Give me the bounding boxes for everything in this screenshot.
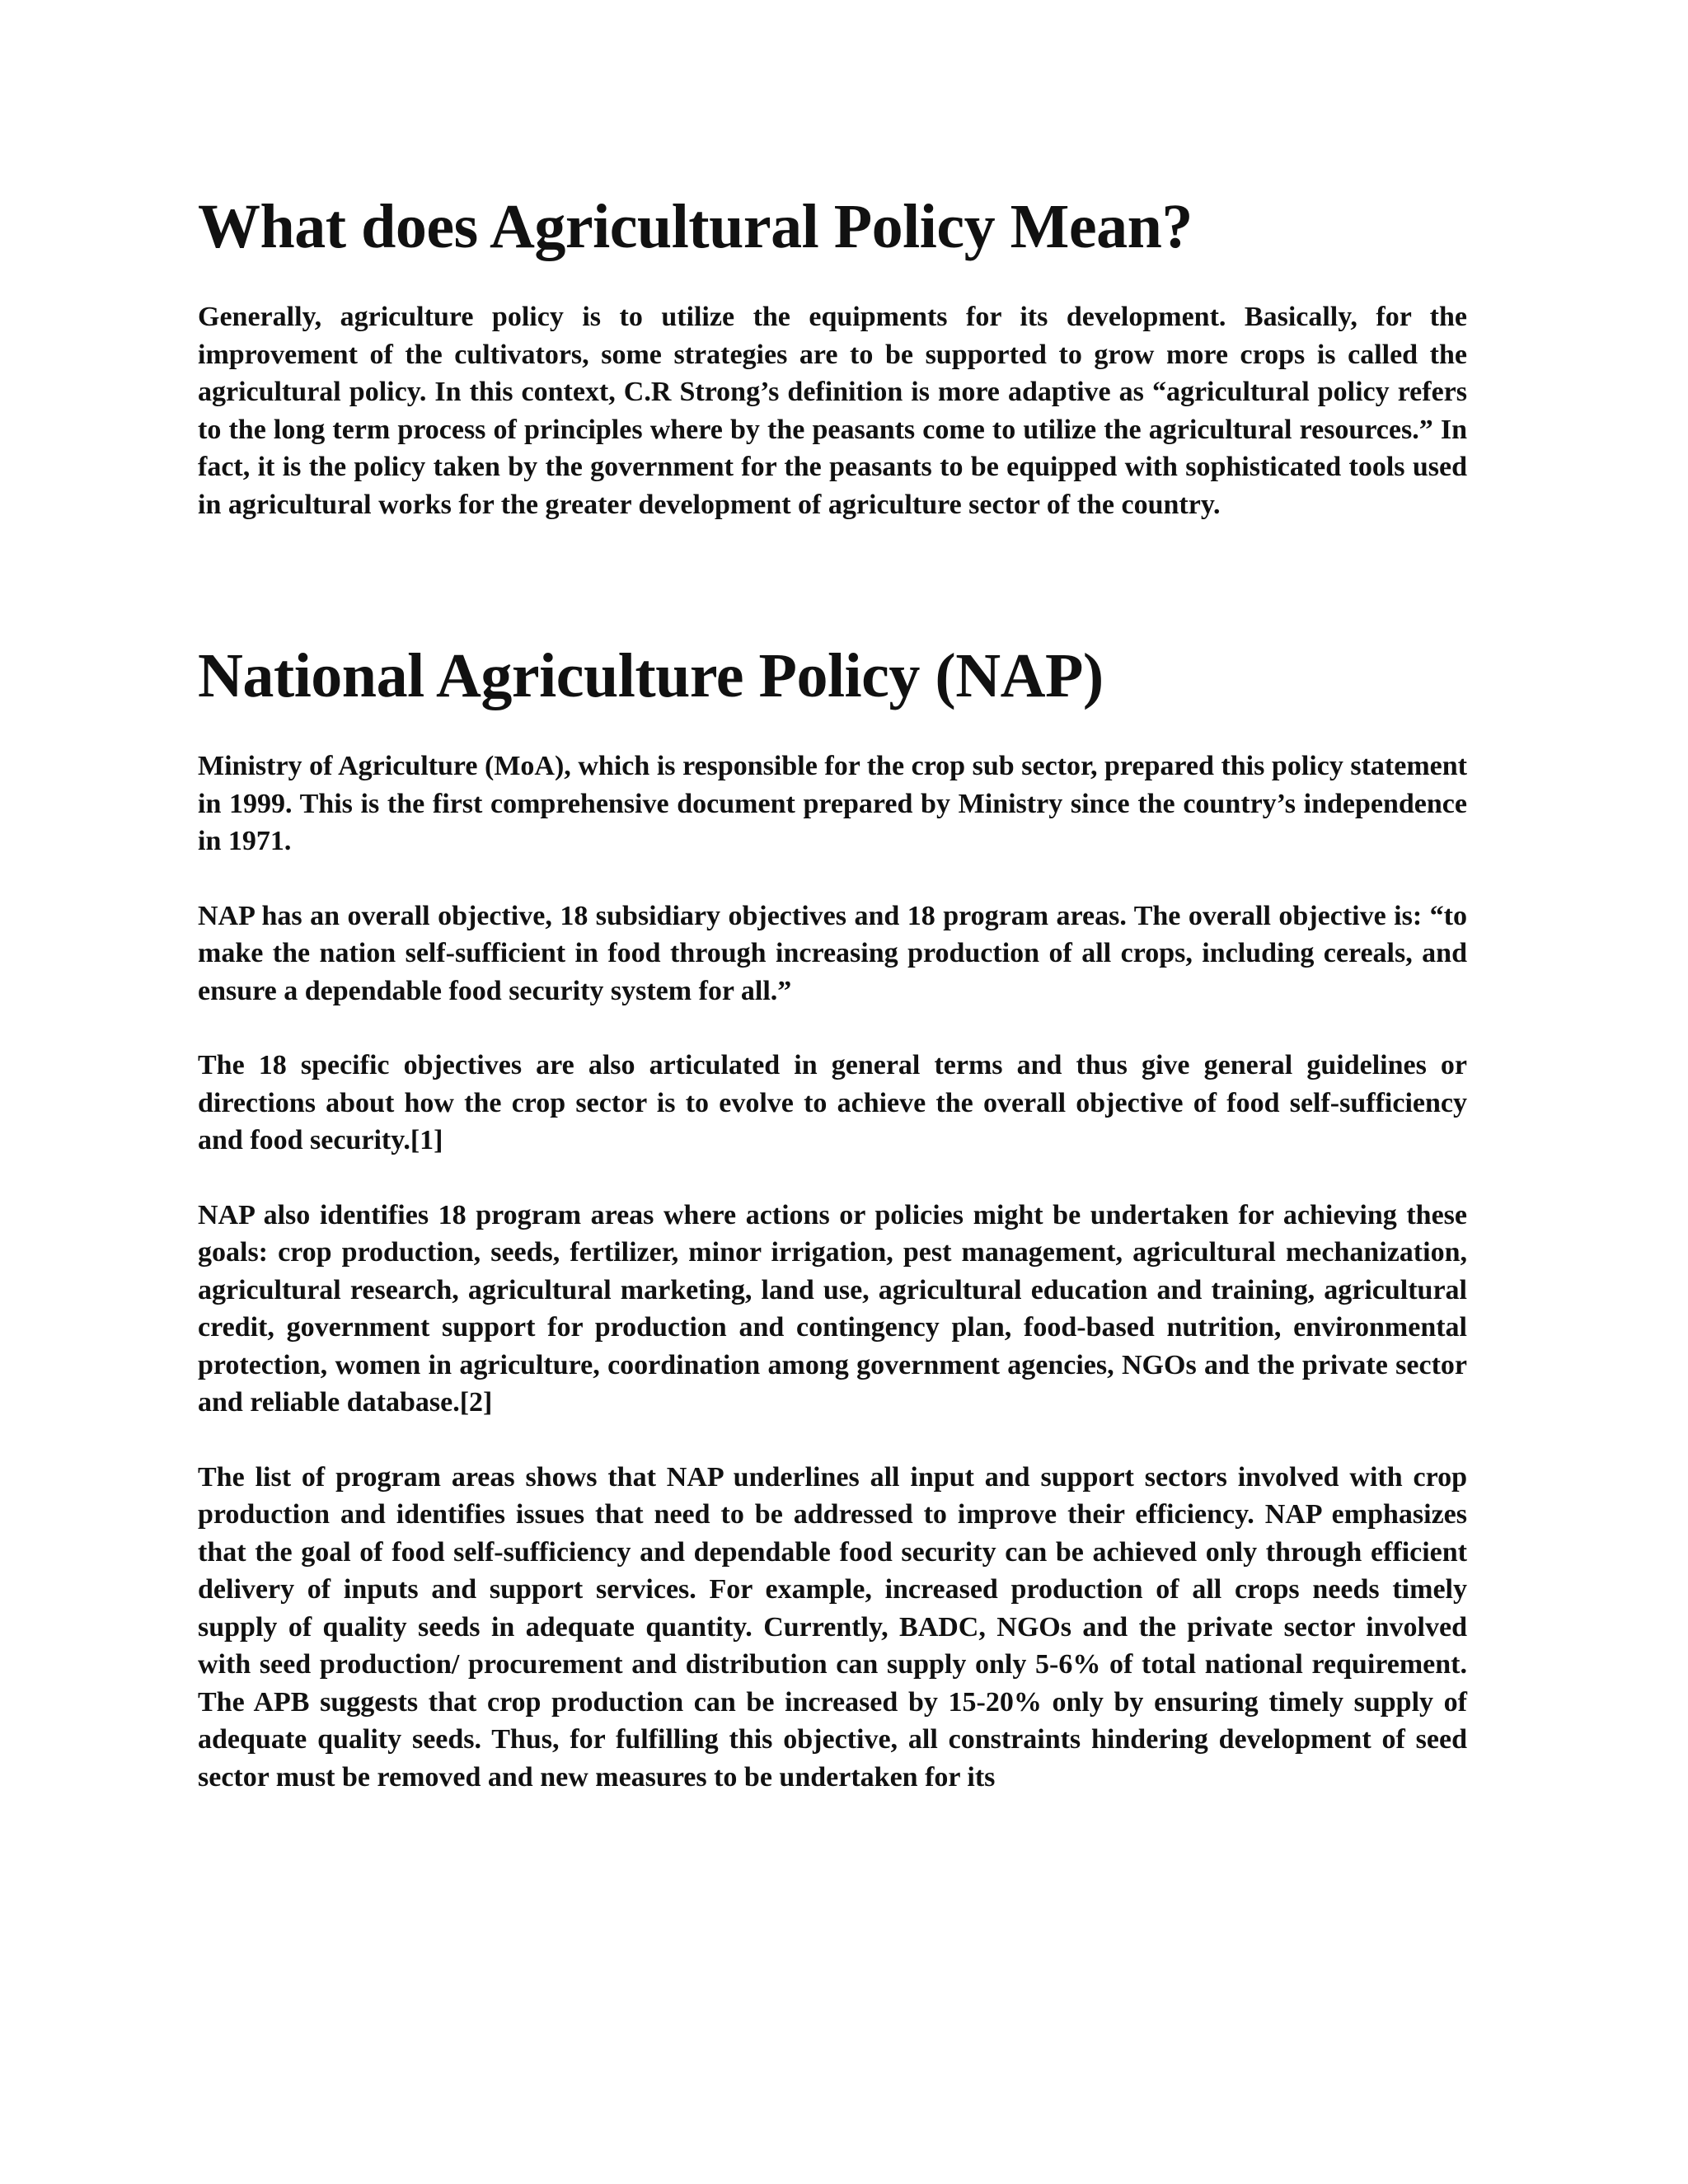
paragraph-moa: Ministry of Agriculture (MoA), which is responsible for the crop sub sector, prepared this policy statement in 1999. This is the first comprehensive document prepared by Ministry since the country’s independence in 1971. [198, 751, 1467, 856]
paragraph-specific-objectives: The 18 specific objectives are also articulated in general terms and thus give general guidelines or directions about how the crop sector is to evolve to achieve the overall objective of food self-sufficiency and food security.[1] [198, 1050, 1467, 1155]
paragraph-overall-objective: NAP has an overall objective, 18 subsidiary objectives and 18 program areas. The overall objective is: “to make the nation self-sufficient in food through increasing production of all crops, including cereals, and ensure a dependable food security system for all.” [198, 900, 1467, 1006]
paragraph-definition: Generally, agriculture policy is to utilize the equipments for its development. Basically, for the improvement of the cultivators, some strategies are to be supported to grow more crops is called the agricultural policy. In this context, C.R Strong’s definition is more adaptive as “agricultural policy refers to the long term process of principles where by the peasants come to utilize the agricultural resources.” In fact, it is the policy taken by the government for the peasants to be equipped with sophisticated tools used in agricultural works for the greater development of agriculture sector of the country. [198, 302, 1467, 520]
section-heading-nap: National Agriculture Policy (NAP) [198, 641, 1104, 710]
paragraph-program-areas-list: The list of program areas shows that NAP underlines all input and support sectors involved with crop production and identifies issues that need to be addressed to improve their efficiency. NAP emphasizes that the goal of food self-sufficiency and dependable food security can be achieved only through efficient delivery of inputs and support services. For example, increased production of all crops needs timely supply of quality seeds in adequate quantity. Currently, BADC, NGOs and the private sector involved with seed production/ procurement and distribution can supply only 5-6% of total national requirement. The APB suggests that crop production can be increased by 15-20% only by ensuring timely supply of adequate quality seeds. Thus, for fulfilling this objective, all constraints hindering development of seed sector must be removed and new measures to be undertaken for its [198, 1461, 1467, 1793]
document-body [198, 190, 1467, 1796]
section-heading-agricultural-policy: What does Agricultural Policy Mean? [198, 192, 1193, 261]
paragraph-program-areas: NAP also identifies 18 program areas where actions or policies might be undertaken for achieving these goals: crop production, seeds, fertilizer, minor irrigation, pest management, agricultural mechanization, agricultural research, agricultural marketing, land use, agricultural education and training, agricultural credit, government support for production and contingency plan, food-based nutrition, environmental protection, women in agriculture, coordination among government agencies, NGOs and the private sector and reliable database.[2] [198, 1199, 1467, 1418]
